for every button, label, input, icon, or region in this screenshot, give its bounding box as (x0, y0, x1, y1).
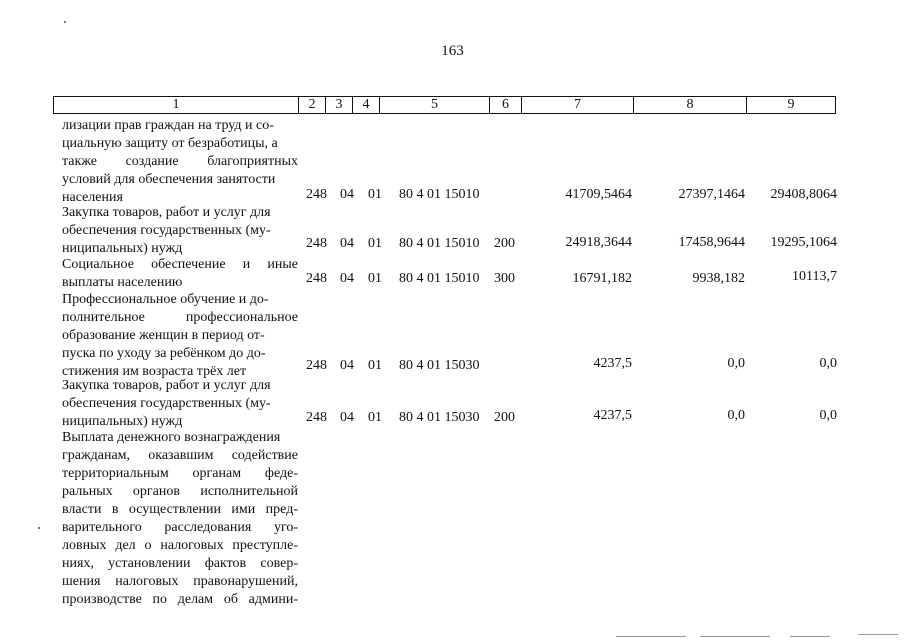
desc-line: пуска по уходу за ребёнком до до- (62, 346, 266, 361)
row-description (62, 256, 298, 292)
cell-value-col8: 17458,9644 (678, 235, 745, 250)
desc-line: ниципальных) нужд (62, 241, 183, 256)
table-header-row (53, 96, 836, 114)
cell-value-col7: 16791,182 (572, 271, 632, 286)
header-col-1: 1 (172, 97, 180, 112)
desc-line: Закупка товаров, работ и услуг для (62, 378, 271, 393)
cell-class: 80 4 01 15010 (399, 187, 480, 202)
cell-value-col8: 27397,1464 (678, 187, 745, 202)
cell-value-col9: 0,0 (819, 356, 837, 371)
cell-value-col9: 19295,1064 (770, 235, 837, 250)
cell-class: 80 4 01 15030 (399, 358, 480, 373)
desc-line: территориальным органам феде- (62, 466, 298, 481)
desc-line: производстве по делам об админи- (62, 592, 298, 607)
cell-type: 200 (494, 410, 515, 425)
desc-line: ниях, установлении фактов совер- (62, 556, 298, 571)
scan-speck (64, 21, 66, 23)
scan-speck (38, 527, 40, 529)
cell-section: 04 (340, 271, 354, 286)
scan-edge-mark (616, 636, 686, 637)
desc-line: ловных дел о налоговых преступле- (62, 538, 298, 553)
cell-admin: 248 (306, 187, 327, 202)
header-col-5: 5 (379, 97, 489, 113)
row-description (62, 204, 298, 258)
header-col-3: 3 (325, 97, 352, 113)
header-col-8: 8 (633, 97, 746, 113)
desc-line: полнительное профессиональное (62, 310, 298, 325)
header-col-7: 7 (521, 97, 633, 113)
row-description (62, 117, 298, 207)
header-col-9: 9 (746, 97, 835, 113)
desc-line: выплаты населению (62, 275, 183, 290)
cell-subsection: 01 (368, 187, 382, 202)
cell-value-col7: 4237,5 (593, 356, 632, 371)
desc-line: обеспечения государственных (му- (62, 223, 271, 238)
cell-class: 80 4 01 15010 (399, 236, 480, 251)
cell-section: 04 (340, 358, 354, 373)
desc-line: Закупка товаров, работ и услуг для (62, 205, 271, 220)
scan-edge-mark (700, 636, 770, 637)
desc-line: образование женщин в период от- (62, 328, 265, 343)
desc-line: ниципальных) нужд (62, 414, 183, 429)
cell-admin: 248 (306, 236, 327, 251)
cell-admin: 248 (306, 271, 327, 286)
cell-subsection: 01 (368, 236, 382, 251)
cell-subsection: 01 (368, 410, 382, 425)
cell-type: 300 (494, 271, 515, 286)
row-description (62, 291, 298, 381)
cell-value-col8: 0,0 (727, 356, 745, 371)
cell-type: 200 (494, 236, 515, 251)
desc-line: условий для обеспечения занятости (62, 172, 276, 187)
cell-admin: 248 (306, 358, 327, 373)
desc-line: гражданам, оказавшим содействие (62, 448, 298, 463)
cell-value-col8: 0,0 (727, 408, 745, 423)
desc-line: циальную защиту от безработицы, а (62, 136, 278, 151)
desc-line: стижения им возраста трёх лет (62, 364, 247, 379)
cell-value-col8: 9938,182 (692, 271, 745, 286)
cell-section: 04 (340, 187, 354, 202)
cell-class: 80 4 01 15010 (399, 271, 480, 286)
header-col-6: 6 (489, 97, 521, 113)
row-description (62, 377, 298, 431)
cell-admin: 248 (306, 410, 327, 425)
header-col-4: 4 (352, 97, 379, 113)
scan-edge-mark (790, 636, 830, 637)
cell-value-col7: 24918,3644 (565, 235, 632, 250)
desc-line: ральных органов исполнительной (62, 484, 298, 499)
desc-line: варительного расследования уго- (62, 520, 298, 535)
cell-value-col9: 29408,8064 (770, 187, 837, 202)
desc-line: Профессиональное обучение и до- (62, 292, 269, 307)
cell-value-col7: 41709,5464 (565, 187, 632, 202)
desc-line: шения налоговых правонарушений, (62, 574, 298, 589)
cell-value-col9: 10113,7 (792, 269, 837, 284)
cell-value-col7: 4237,5 (593, 408, 632, 423)
desc-line: Социальное обеспечение и иные (62, 257, 298, 272)
cell-section: 04 (340, 236, 354, 251)
desc-line: населения (62, 190, 123, 205)
cell-subsection: 01 (368, 271, 382, 286)
scan-edge-mark (858, 634, 898, 635)
desc-line: власти в осуществлении ими пред- (62, 502, 298, 517)
desc-line: Выплата денежного вознаграждения (62, 430, 281, 445)
desc-line: также создание благоприятных (62, 154, 298, 169)
desc-line: обеспечения государственных (му- (62, 396, 271, 411)
header-col-2: 2 (298, 97, 325, 113)
desc-line: лизации прав граждан на труд и со- (62, 118, 274, 133)
row-description (62, 429, 298, 609)
cell-value-col9: 0,0 (819, 408, 837, 423)
cell-section: 04 (340, 410, 354, 425)
page-number: 163 (441, 43, 464, 59)
cell-subsection: 01 (368, 358, 382, 373)
cell-class: 80 4 01 15030 (399, 410, 480, 425)
